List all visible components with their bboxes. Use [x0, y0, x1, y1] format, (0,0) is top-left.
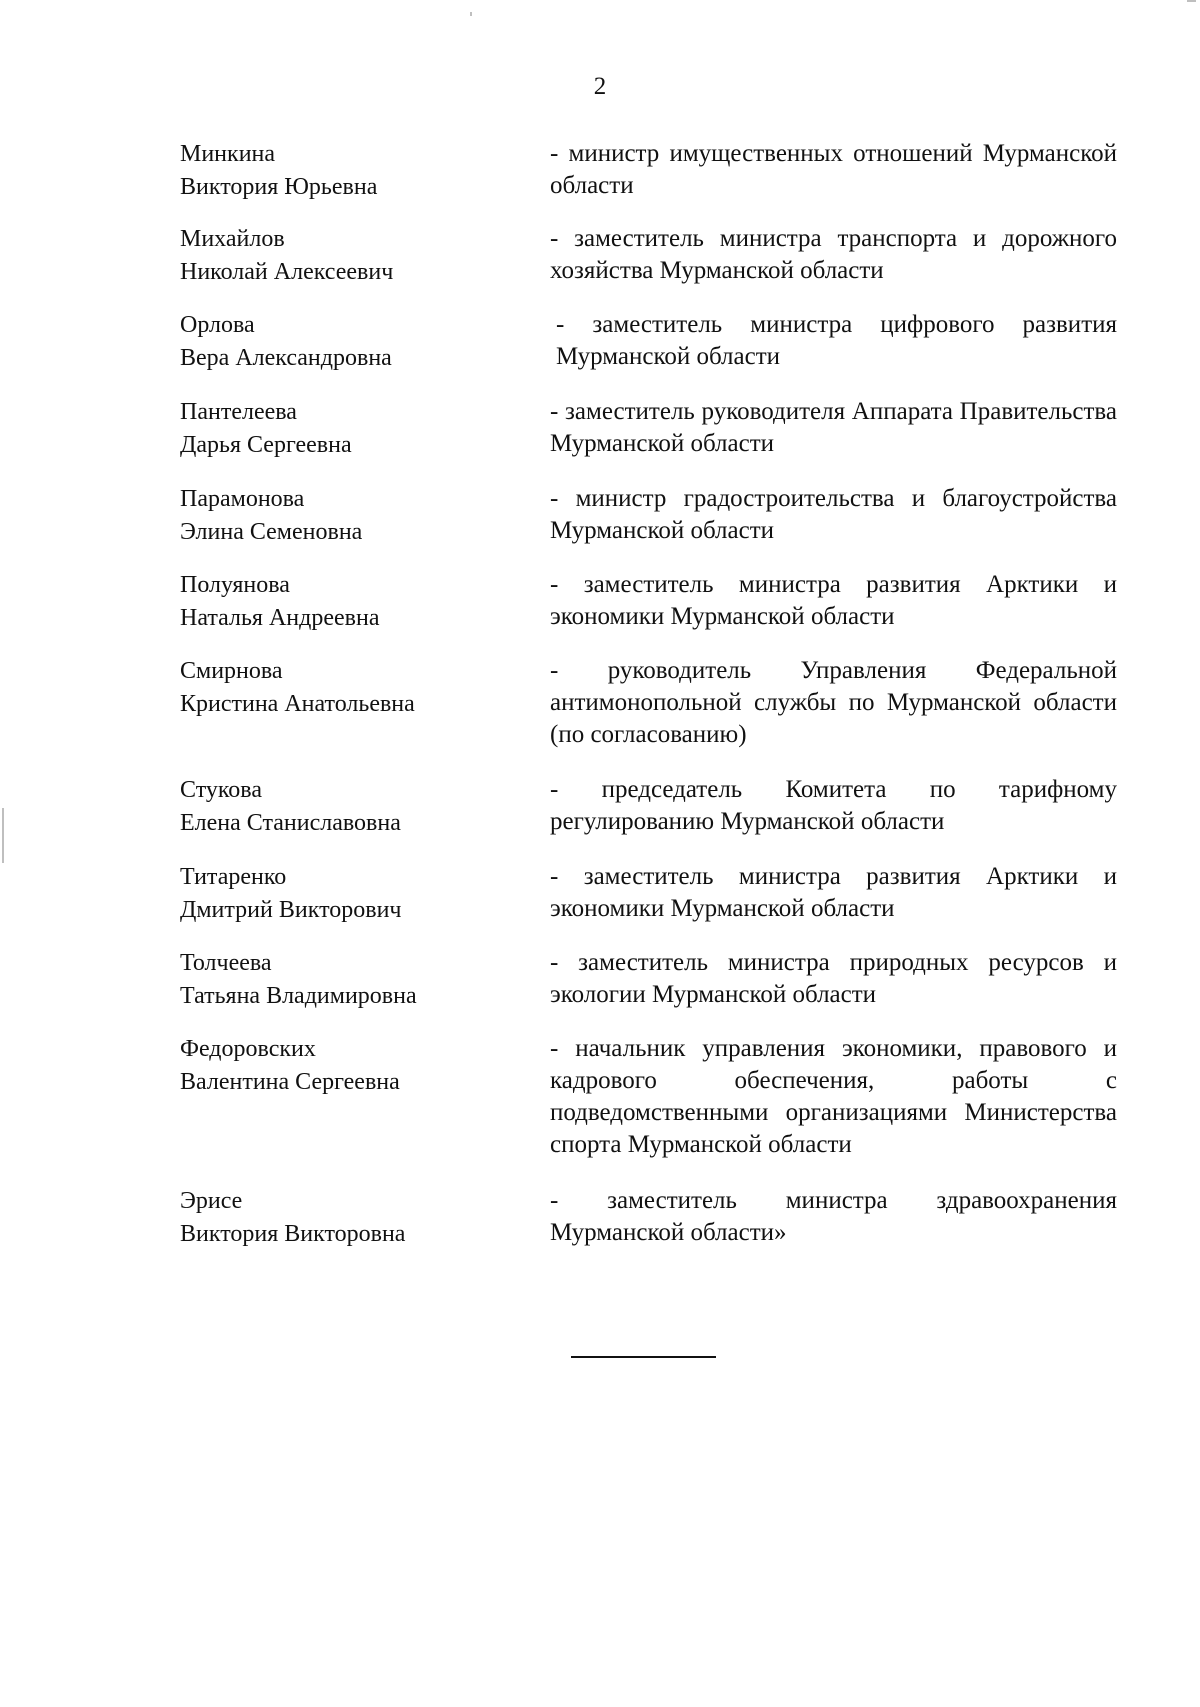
- member-position: - заместитель министра развития Арктики и экономики Мурманской области: [550, 863, 1117, 922]
- member-given-names: Николай Алексеевич: [180, 259, 394, 285]
- member-surname: Толчеева: [180, 950, 272, 976]
- member-given-names: Элина Семеновна: [180, 519, 363, 545]
- member-surname: Федоровских: [180, 1036, 316, 1062]
- member-given-names: Кристина Анатольевна: [180, 691, 415, 717]
- member-name: [180, 223, 510, 289]
- member-position: - заместитель руководителя Аппарата Правительства Мурманской области: [550, 398, 1117, 457]
- member-name: [180, 947, 510, 1013]
- member-given-names: Вера Александровна: [180, 345, 392, 371]
- member-surname: Пантелеева: [180, 399, 297, 425]
- member-surname: Орлова: [180, 312, 255, 338]
- member-surname: Парамонова: [180, 486, 305, 512]
- scan-artifact-mark: [2, 808, 4, 863]
- member-given-names: Виктория Викторовна: [180, 1221, 406, 1247]
- member-given-names: Татьяна Владимировна: [180, 983, 417, 1009]
- member-name: [180, 1185, 510, 1251]
- member-given-names: Наталья Андреевна: [180, 605, 380, 631]
- member-position: - заместитель министра развития Арктики и экономики Мурманской области: [550, 571, 1117, 630]
- member-surname: Стукова: [180, 777, 262, 803]
- member-name: [180, 774, 510, 840]
- scan-artifact-mark: [470, 12, 472, 16]
- member-name: [180, 569, 510, 635]
- member-surname: Смирнова: [180, 658, 283, 684]
- member-surname: Минкина: [180, 141, 276, 167]
- member-position: - начальник управления экономики, правового и кадрового обеспечения, работы с подведомственными организациями Министерства спорта Мурманской области: [550, 1035, 1117, 1158]
- member-given-names: Виктория Юрьевна: [180, 174, 378, 200]
- member-name: [180, 138, 510, 204]
- member-name: [180, 655, 510, 721]
- member-name: [180, 483, 510, 549]
- member-given-names: Валентина Сергеевна: [180, 1069, 400, 1095]
- member-position: - руководитель Управления Федеральной антимонопольной службы по Мурманской области (по согласованию): [550, 657, 1117, 748]
- member-name: [180, 861, 510, 927]
- closing-divider-line: [571, 1356, 716, 1358]
- member-position: - заместитель министра цифрового развития Мурманской области: [556, 311, 1117, 370]
- member-surname: Титаренко: [180, 864, 287, 890]
- member-given-names: Дарья Сергеевна: [180, 432, 352, 458]
- member-position: - заместитель министра природных ресурсов и экологии Мурманской области: [550, 949, 1117, 1008]
- member-name: [180, 1033, 510, 1099]
- member-surname: Михайлов: [180, 226, 285, 252]
- member-name: [180, 396, 510, 462]
- member-position: - министр градостроительства и благоустройства Мурманской области: [550, 485, 1117, 544]
- member-given-names: Дмитрий Викторович: [180, 897, 402, 923]
- member-position: - заместитель министра здравоохранения Мурманской области»: [550, 1187, 1117, 1246]
- member-surname: Полуянова: [180, 572, 290, 598]
- member-position: - заместитель министра транспорта и дорожного хозяйства Мурманской области: [550, 225, 1117, 284]
- member-given-names: Елена Станиславовна: [180, 810, 401, 836]
- member-surname: Эрисе: [180, 1188, 243, 1214]
- member-position: - министр имущественных отношений Мурманской области: [550, 140, 1117, 199]
- page-number: 2: [593, 73, 607, 100]
- scan-artifact-mark: [1187, 0, 1196, 2]
- member-name: [180, 309, 510, 375]
- member-position: - председатель Комитета по тарифному регулированию Мурманской области: [550, 776, 1117, 835]
